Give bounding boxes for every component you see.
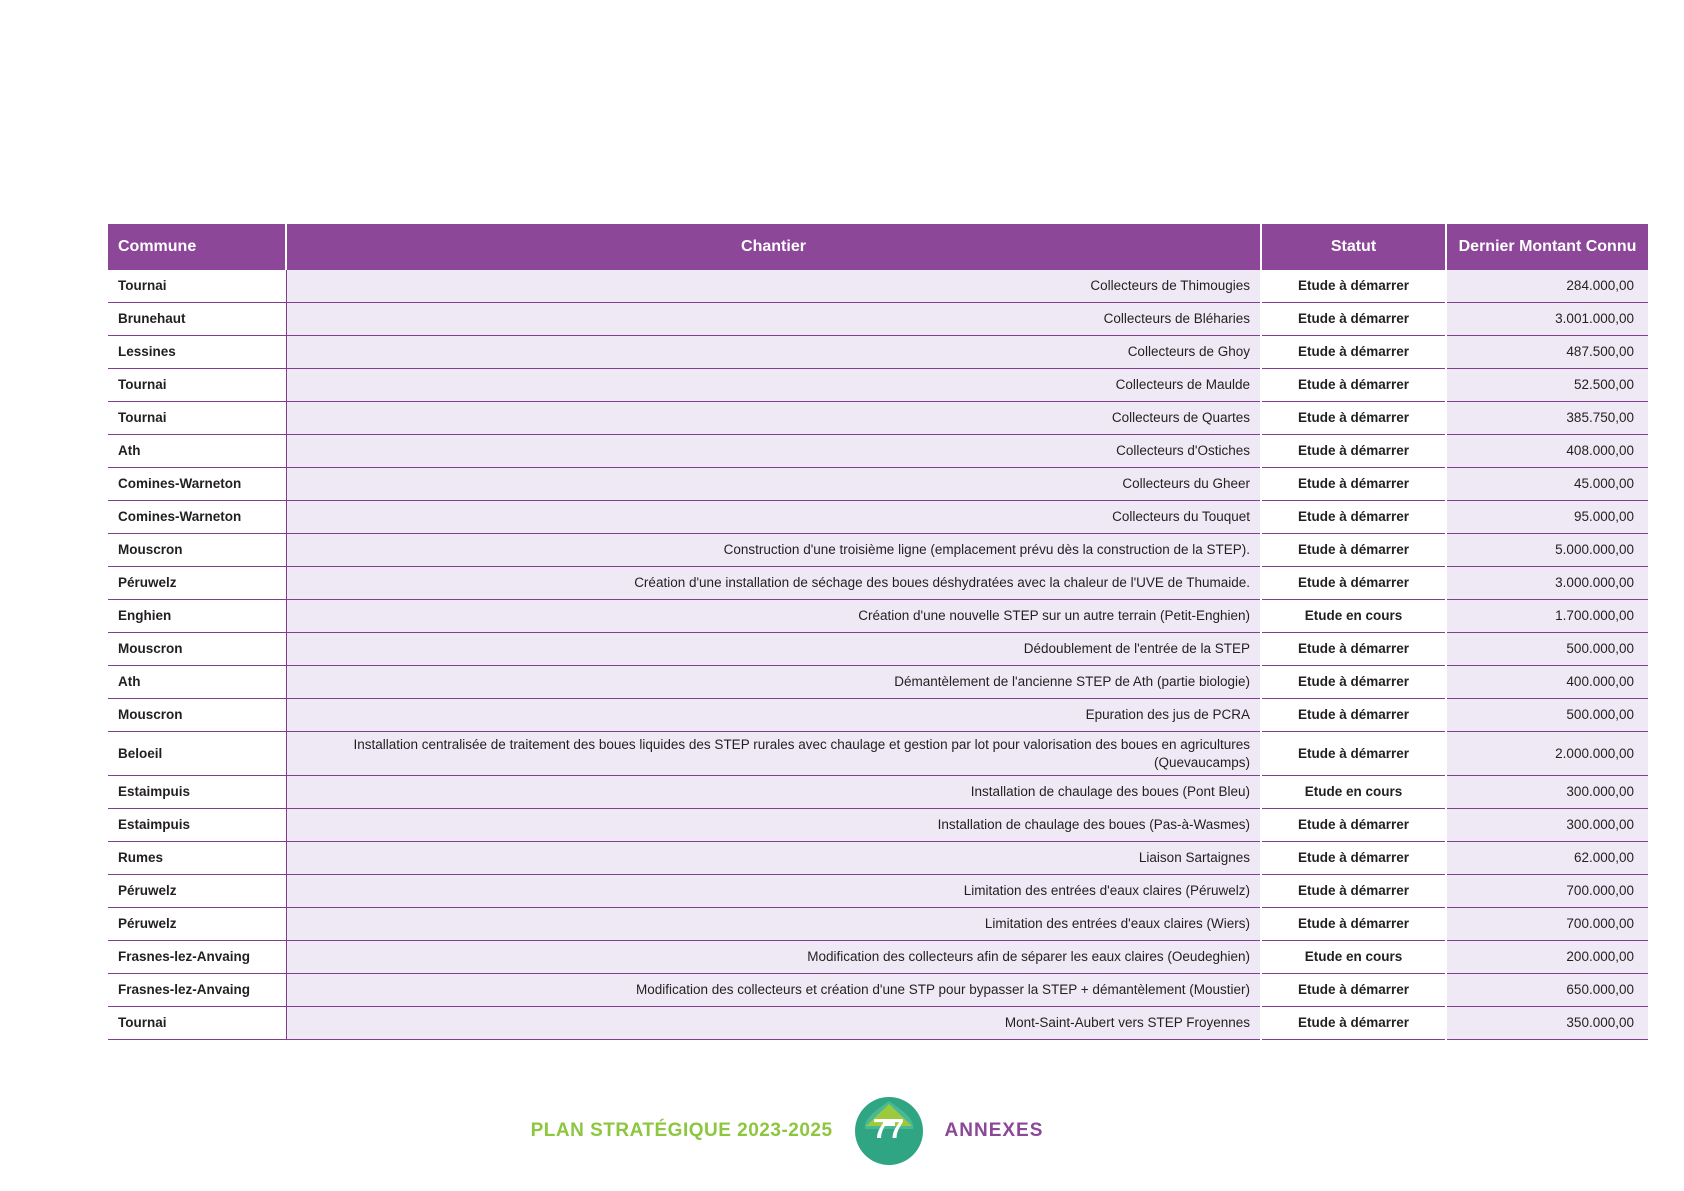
statut-cell: Etude à démarrer bbox=[1261, 809, 1446, 842]
plan-title: PLAN STRATÉGIQUE 2023-2025 bbox=[530, 1120, 833, 1141]
commune-cell: Frasnes-lez-Anvaing bbox=[108, 974, 286, 1007]
chantier-cell: Limitation des entrées d'eaux claires (Péruwelz) bbox=[286, 875, 1261, 908]
chantier-cell: Collecteurs de Bléharies bbox=[286, 303, 1261, 336]
table-row bbox=[108, 875, 1648, 908]
table-row bbox=[108, 534, 1648, 567]
table-row bbox=[108, 369, 1648, 402]
montant-cell: 300.000,00 bbox=[1446, 776, 1648, 809]
table-row bbox=[108, 468, 1648, 501]
montant-cell: 500.000,00 bbox=[1446, 633, 1648, 666]
montant-cell: 3.000.000,00 bbox=[1446, 567, 1648, 600]
chantier-cell: Collecteurs du Touquet bbox=[286, 501, 1261, 534]
annexes-label: ANNEXES bbox=[944, 1120, 1044, 1141]
table-row bbox=[108, 633, 1648, 666]
chantier-cell: Création d'une installation de séchage des boues déshydratées avec la chaleur de l'UVE de Thumaide. bbox=[286, 567, 1261, 600]
chantier-cell: Collecteurs de Thimougies bbox=[286, 270, 1261, 303]
table-row bbox=[108, 666, 1648, 699]
statut-cell: Etude à démarrer bbox=[1261, 303, 1446, 336]
statut-cell: Etude à démarrer bbox=[1261, 270, 1446, 303]
table-row bbox=[108, 974, 1648, 1007]
commune-cell: Beloeil bbox=[108, 732, 286, 776]
commune-cell: Ath bbox=[108, 435, 286, 468]
statut-cell: Etude en cours bbox=[1261, 600, 1446, 633]
header-chantier: Chantier bbox=[286, 224, 1261, 270]
statut-cell: Etude à démarrer bbox=[1261, 908, 1446, 941]
chantier-cell: Collecteurs de Ghoy bbox=[286, 336, 1261, 369]
header-statut: Statut bbox=[1261, 224, 1446, 270]
montant-cell: 3.001.000,00 bbox=[1446, 303, 1648, 336]
chantier-cell: Collecteurs de Quartes bbox=[286, 402, 1261, 435]
commune-cell: Mouscron bbox=[108, 699, 286, 732]
table-row bbox=[108, 809, 1648, 842]
statut-cell: Etude à démarrer bbox=[1261, 369, 1446, 402]
statut-cell: Etude à démarrer bbox=[1261, 501, 1446, 534]
statut-cell: Etude à démarrer bbox=[1261, 435, 1446, 468]
chantier-cell: Démantèlement de l'ancienne STEP de Ath (partie biologie) bbox=[286, 666, 1261, 699]
table-row bbox=[108, 402, 1648, 435]
header-row bbox=[108, 224, 1648, 270]
chantier-cell: Collecteurs de Maulde bbox=[286, 369, 1261, 402]
commune-cell: Péruwelz bbox=[108, 567, 286, 600]
statut-cell: Etude à démarrer bbox=[1261, 633, 1446, 666]
montant-cell: 650.000,00 bbox=[1446, 974, 1648, 1007]
commune-cell: Rumes bbox=[108, 842, 286, 875]
statut-cell: Etude à démarrer bbox=[1261, 974, 1446, 1007]
chantier-cell: Collecteurs du Gheer bbox=[286, 468, 1261, 501]
montant-cell: 52.500,00 bbox=[1446, 369, 1648, 402]
commune-cell: Tournai bbox=[108, 402, 286, 435]
statut-cell: Etude à démarrer bbox=[1261, 699, 1446, 732]
commune-cell: Brunehaut bbox=[108, 303, 286, 336]
chantier-cell: Mont-Saint-Aubert vers STEP Froyennes bbox=[286, 1007, 1261, 1040]
chantiers-table bbox=[108, 224, 1648, 1040]
table-row bbox=[108, 941, 1648, 974]
table-header bbox=[108, 224, 1648, 270]
commune-cell: Mouscron bbox=[108, 534, 286, 567]
table-row bbox=[108, 435, 1648, 468]
chantier-cell: Construction d'une troisième ligne (emplacement prévu dès la construction de la STEP). bbox=[286, 534, 1261, 567]
chantier-cell: Création d'une nouvelle STEP sur un autre terrain (Petit-Enghien) bbox=[286, 600, 1261, 633]
statut-cell: Etude à démarrer bbox=[1261, 336, 1446, 369]
commune-cell: Tournai bbox=[108, 1007, 286, 1040]
statut-cell: Etude à démarrer bbox=[1261, 1007, 1446, 1040]
header-commune: Commune bbox=[108, 224, 286, 270]
commune-cell: Estaimpuis bbox=[108, 809, 286, 842]
statut-cell: Etude à démarrer bbox=[1261, 534, 1446, 567]
table-row bbox=[108, 600, 1648, 633]
montant-cell: 385.750,00 bbox=[1446, 402, 1648, 435]
statut-cell: Etude à démarrer bbox=[1261, 666, 1446, 699]
chantier-cell: Installation de chaulage des boues (Pas-à-Wasmes) bbox=[286, 809, 1261, 842]
chantier-cell: Modification des collecteurs et création d'une STP pour bypasser la STEP + démantèlement (Moustier) bbox=[286, 974, 1261, 1007]
montant-cell: 500.000,00 bbox=[1446, 699, 1648, 732]
chantier-cell: Limitation des entrées d'eaux claires (Wiers) bbox=[286, 908, 1261, 941]
chantier-cell: Modification des collecteurs afin de séparer les eaux claires (Oeudeghien) bbox=[286, 941, 1261, 974]
chantier-cell: Liaison Sartaignes bbox=[286, 842, 1261, 875]
table-row bbox=[108, 270, 1648, 303]
table-row bbox=[108, 303, 1648, 336]
montant-cell: 300.000,00 bbox=[1446, 809, 1648, 842]
table-row bbox=[108, 501, 1648, 534]
commune-cell: Enghien bbox=[108, 600, 286, 633]
chantier-cell: Installation de chaulage des boues (Pont Bleu) bbox=[286, 776, 1261, 809]
commune-cell: Mouscron bbox=[108, 633, 286, 666]
chantier-cell: Dédoublement de l'entrée de la STEP bbox=[286, 633, 1261, 666]
montant-cell: 700.000,00 bbox=[1446, 908, 1648, 941]
page-footer bbox=[0, 1093, 1629, 1169]
montant-cell: 700.000,00 bbox=[1446, 875, 1648, 908]
montant-cell: 5.000.000,00 bbox=[1446, 534, 1648, 567]
statut-cell: Etude à démarrer bbox=[1261, 842, 1446, 875]
statut-cell: Etude à démarrer bbox=[1261, 567, 1446, 600]
montant-cell: 62.000,00 bbox=[1446, 842, 1648, 875]
chantier-cell: Collecteurs d'Ostiches bbox=[286, 435, 1261, 468]
commune-cell: Lessines bbox=[108, 336, 286, 369]
table-row bbox=[108, 699, 1648, 732]
commune-cell: Tournai bbox=[108, 369, 286, 402]
table-row bbox=[108, 842, 1648, 875]
commune-cell: Ath bbox=[108, 666, 286, 699]
header-montant: Dernier Montant Connu bbox=[1446, 224, 1648, 270]
chantier-cell: Epuration des jus de PCRA bbox=[286, 699, 1261, 732]
montant-cell: 350.000,00 bbox=[1446, 1007, 1648, 1040]
page-number: 77 bbox=[872, 1113, 905, 1144]
commune-cell: Péruwelz bbox=[108, 875, 286, 908]
montant-cell: 95.000,00 bbox=[1446, 501, 1648, 534]
table-row bbox=[108, 908, 1648, 941]
montant-cell: 400.000,00 bbox=[1446, 666, 1648, 699]
statut-cell: Etude à démarrer bbox=[1261, 732, 1446, 776]
statut-cell: Etude en cours bbox=[1261, 776, 1446, 809]
montant-cell: 408.000,00 bbox=[1446, 435, 1648, 468]
montant-cell: 284.000,00 bbox=[1446, 270, 1648, 303]
table-body bbox=[108, 270, 1648, 1040]
table-row bbox=[108, 732, 1648, 776]
commune-cell: Tournai bbox=[108, 270, 286, 303]
statut-cell: Etude à démarrer bbox=[1261, 875, 1446, 908]
commune-cell: Frasnes-lez-Anvaing bbox=[108, 941, 286, 974]
table-row bbox=[108, 336, 1648, 369]
table-row bbox=[108, 1007, 1648, 1040]
montant-cell: 487.500,00 bbox=[1446, 336, 1648, 369]
table-row bbox=[108, 567, 1648, 600]
table-row bbox=[108, 776, 1648, 809]
montant-cell: 2.000.000,00 bbox=[1446, 732, 1648, 776]
montant-cell: 45.000,00 bbox=[1446, 468, 1648, 501]
montant-cell: 1.700.000,00 bbox=[1446, 600, 1648, 633]
statut-cell: Etude à démarrer bbox=[1261, 402, 1446, 435]
commune-cell: Péruwelz bbox=[108, 908, 286, 941]
montant-cell: 200.000,00 bbox=[1446, 941, 1648, 974]
chantier-cell: Installation centralisée de traitement des boues liquides des STEP rurales avec chaulage et gestion par lot pour valorisation des boues en agricultures (Quevaucamps) bbox=[286, 732, 1261, 776]
commune-cell: Comines-Warneton bbox=[108, 468, 286, 501]
statut-cell: Etude à démarrer bbox=[1261, 468, 1446, 501]
page-number-badge bbox=[853, 1095, 925, 1167]
commune-cell: Estaimpuis bbox=[108, 776, 286, 809]
commune-cell: Comines-Warneton bbox=[108, 501, 286, 534]
statut-cell: Etude en cours bbox=[1261, 941, 1446, 974]
